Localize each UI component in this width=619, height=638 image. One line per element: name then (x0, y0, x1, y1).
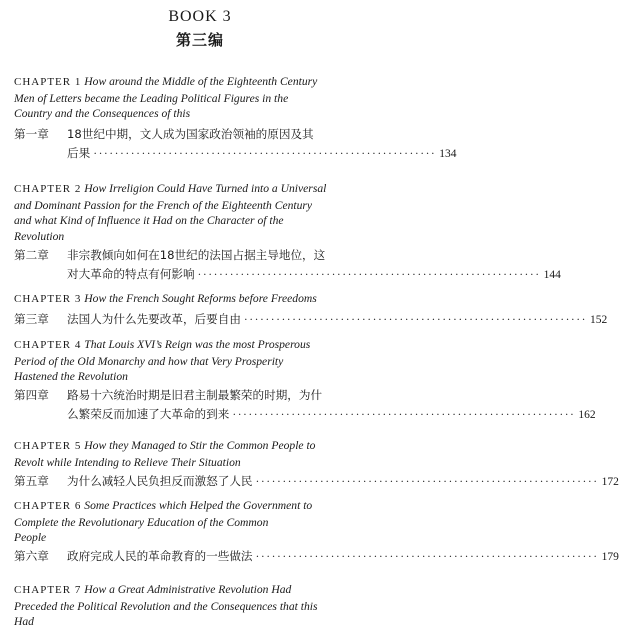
chapter-title-zh: 第四章 路易十六统治时期是旧君主制最繁荣的时期，为什 么繁荣反而加速了大革命的到来····· 162 (14, 386, 386, 425)
page-number: 152 (590, 313, 608, 326)
chapter-title-zh: 第五章 为什么减轻人民负担反而激怒了人民····· 172 (14, 472, 386, 492)
dot-leader (198, 268, 541, 281)
chapter-label: CHAPTER 4 (14, 339, 82, 351)
toc-entry-chapter-2[interactable] (14, 181, 561, 285)
chapter-number-zh: 第三章 (14, 311, 49, 326)
dot-leader (93, 147, 436, 160)
toc-entry-chapter-1[interactable] (14, 74, 457, 164)
book-title: BOOK 3 (168, 8, 232, 25)
page-number: 172 (601, 476, 619, 488)
chapter-title-zh: 第二章 非宗教倾向如何在18世纪的法国占据主导地位，这 对大革命的特点有何影响····· 144 (14, 246, 386, 285)
dot-leader (244, 313, 587, 326)
toc-entry-chapter-7[interactable] (14, 582, 386, 630)
toc-entry-chapter-6[interactable] (14, 498, 619, 567)
dot-leader (232, 408, 575, 421)
chapter-title-zh: 第三章 法国人为什么先要改革，后要自由····· 152 (14, 310, 386, 330)
chapter-number-zh: 第一章 (14, 126, 49, 141)
dot-leader (256, 475, 599, 488)
chapter-number-zh: 第六章 (14, 548, 49, 563)
chapter-label: CHAPTER 3 (14, 293, 82, 305)
book-subtitle: 第三编 (175, 31, 224, 49)
chapter-label: CHAPTER 1 (14, 76, 82, 88)
toc-entry-chapter-4[interactable] (14, 337, 596, 425)
chapter-title-en: CHAPTER 6 Some Practices which Helped the Government to Complete the Revolutionary Education of the Common People (14, 499, 313, 544)
chapter-title-zh: 第一章 18世纪中期，文人成为国家政治领袖的原因及其 后果····· 134 (14, 125, 386, 164)
chapter-label: CHAPTER 5 (14, 440, 82, 452)
page-number: 134 (439, 147, 457, 160)
chapter-label: CHAPTER 2 (14, 183, 82, 195)
chapter-label: CHAPTER 6 (14, 500, 82, 512)
chapter-title-zh: 第六章 政府完成人民的革命教育的一些做法····· 179 (14, 547, 386, 567)
page-number: 162 (578, 408, 596, 421)
dot-leader (256, 550, 599, 563)
chapter-number-zh: 第五章 (14, 474, 49, 488)
chapter-title-en: CHAPTER 7 How a Great Administrative Revolution Had Preceded the Political Revolution and the Consequences that this Had (14, 583, 318, 628)
page-number: 179 (601, 550, 619, 563)
chapter-title-en: CHAPTER 2 How Irreligion Could Have Turned into a Universal and Dominant Passion for the French of the Eighteenth Century and what Kind of Influence it Had on the Character of the Revolution (14, 182, 327, 243)
toc-entry-chapter-5[interactable] (14, 438, 619, 492)
chapter-title-en: CHAPTER 3 How the French Sought Reforms before Freedoms (14, 292, 317, 305)
page-number: 144 (543, 269, 561, 281)
chapter-number-zh: 第二章 (14, 248, 49, 262)
chapter-label: CHAPTER 7 (14, 584, 82, 596)
chapter-title-en: CHAPTER 5 How they Managed to Stir the Common People to Revolt while Intending to Relieve Their Situation (14, 439, 316, 469)
chapter-title-en: CHAPTER 1 How around the Middle of the Eighteenth Century Men of Letters became the Leading Political Figures in the Country and the Consequences of this (14, 75, 318, 120)
chapter-number-zh: 第四章 (14, 387, 49, 402)
chapter-title-en: CHAPTER 4 That Louis XVI’s Reign was the most Prosperous Period of the Old Monarchy and how that Very Prosperity Hastened the Revolution (14, 338, 311, 383)
toc-entry-chapter-3[interactable] (14, 291, 608, 330)
